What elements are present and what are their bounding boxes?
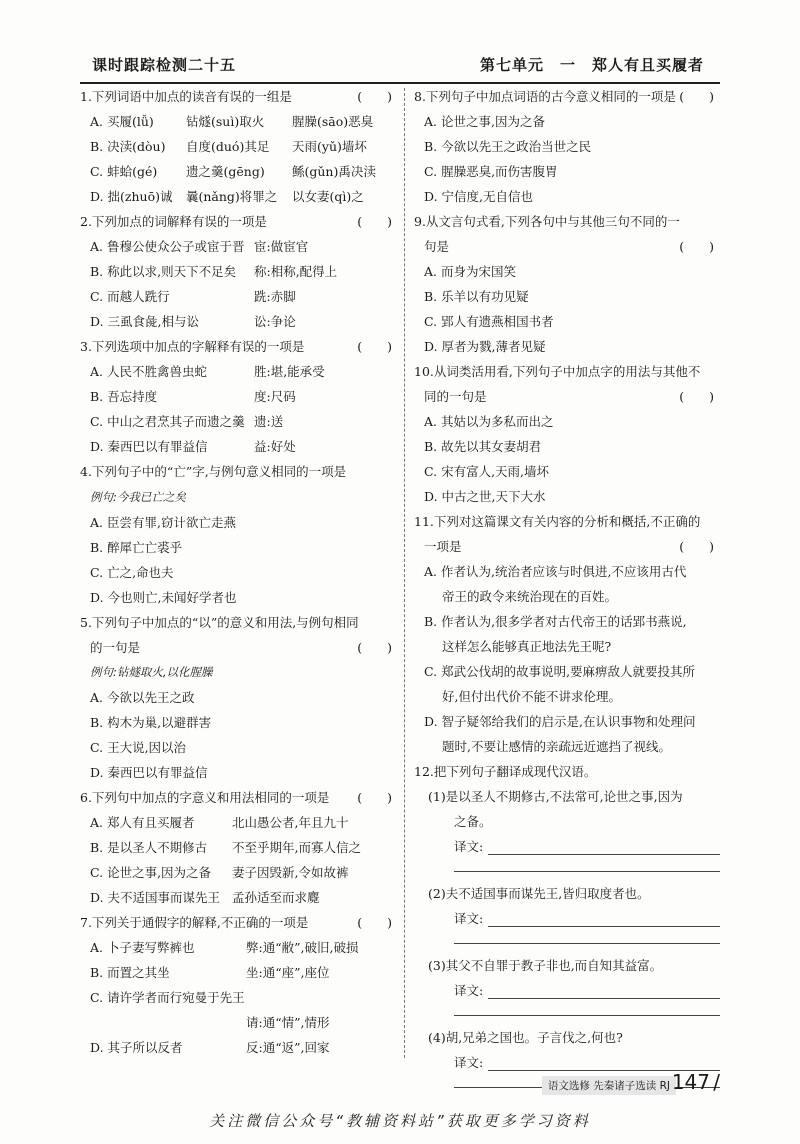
answer-line[interactable] <box>488 998 720 999</box>
option-b: B. 乐羊以有功见疑 <box>424 289 529 304</box>
question-stem: 6.下列句中加点的字意义和用法相同的一项是 <box>80 790 330 805</box>
page-slash: / <box>713 1070 720 1094</box>
question-12: 12.把下列句子翻译成现代汉语。 (1)是以圣人不期修古,不法常可,论世之事,因为 之备。 译文: (2)夫不适国事而谋先王,皆归取度者也。 译文: (3)其父不自罪于教子非也,而自知其益富。 译文: (4)胡,兄弟之国也。子言伐之,何也? 译文: <box>414 759 720 1097</box>
question-11: 11.下列对这篇课文有关内容的分析和概括,不正确的 一项是 ( ) A. 作者认为,统治者应该与时俱进,不应该用古代 帝王的政令来统治现在的百姓。 B. 作者认为,很多学者对古代帝王的话郢书燕说, 这样怎么能够真正地法先王呢? C. 郑武公伐胡的故事说明,要麻痹敌人就要投其所 好,但付出代价不能不讲求伦理。 D. 智子疑邻给我们的启示是,在认识事物和处理问 题时,不要让感情的亲疏远近遮挡了视线。 <box>414 509 720 759</box>
option-d-cont: 题时,不要让感情的亲疏远近遮挡了视线。 <box>442 739 671 754</box>
answer-row <box>414 834 720 859</box>
page-number: 147 <box>671 1070 710 1094</box>
answer-line[interactable] <box>488 926 720 927</box>
promo-note: 关注微信公众号“教辅资料站”获取更多学习资料 <box>209 1112 591 1130</box>
answer-paren[interactable]: ( ) <box>357 339 392 354</box>
answer-paren[interactable]: ( ) <box>357 214 392 229</box>
answer-paren[interactable]: ( ) <box>679 539 714 554</box>
answer-line[interactable] <box>488 854 720 855</box>
option-d: D. 今也则亡,未闻好学者也 <box>90 590 237 605</box>
option-c: C. 中山之君烹其子而遗之羹 遗:送 <box>90 414 284 429</box>
question-stem: 3.下列选项中加点的字解释有误的一项是 <box>80 339 305 354</box>
answer-paren[interactable]: ( ) <box>357 89 392 104</box>
question-4 <box>80 459 398 610</box>
option-d: D. 其子所以反者 反:通“返”,回家 <box>90 1040 330 1055</box>
answer-line[interactable] <box>454 943 720 944</box>
right-column <box>414 84 720 1097</box>
lesson-title: 课时跟踪检测二十五 <box>92 56 237 74</box>
option-b: B. 是以圣人不期修古 不至乎期年,而寡人信之 <box>90 840 361 855</box>
option-c-gloss: 请:通“情”,情形 <box>246 1015 330 1030</box>
option-c-cont: 好,但付出代价不能不讲求伦理。 <box>442 689 621 704</box>
option-c: C. 宋有富人,天雨,墙坏 <box>424 464 550 479</box>
option-d: D. 宁信度,无自信也 <box>424 189 533 204</box>
option-a: A. 鲁穆公使众公子或宦于晋 宦:做宦官 <box>90 239 309 254</box>
option-d: D. 智子疑邻给我们的启示是,在认识事物和处理问 <box>424 714 696 729</box>
question-1 <box>80 84 398 209</box>
answer-paren[interactable]: ( ) <box>679 239 714 254</box>
question-stem: 5.下列句子中加点的“以”的意义和用法,与例句相同 <box>80 615 359 630</box>
option-c: C. 王大说,因以治 <box>90 740 187 755</box>
option-b: B. 今欲以先王之政治当世之民 <box>424 139 592 154</box>
option-c: C. 论世之事,因为之备 妻子因毁新,令如故裤 <box>90 865 349 880</box>
answer-paren[interactable]: ( ) <box>679 389 714 404</box>
question-stem: 12.把下列句子翻译成现代汉语。 <box>414 764 597 779</box>
question-2 <box>80 209 398 334</box>
question-7 <box>80 910 398 1060</box>
option-c: C. 腥臊恶臭,而伤害腹胃 <box>424 164 558 179</box>
option-b: B. 决渎(dòu) 自度(duó)其足 天雨(yǔ)墙坏 <box>90 139 367 154</box>
option-d: D. 三虱食彘,相与讼 讼:争论 <box>90 314 296 329</box>
example-sentence: 例句:钻燧取火,以化腥臊 <box>90 665 213 679</box>
question-stem: 4.下列句子中的“亡”字,与例句意义相同的一项是 <box>80 464 347 479</box>
option-c: C. 郑武公伐胡的故事说明,要麻痹敌人就要投其所 <box>424 664 696 679</box>
option-b: B. 故先以其女妻胡君 <box>424 439 542 454</box>
page-footer <box>0 1062 800 1102</box>
option-a: A. 论世之事,因为之备 <box>424 114 545 129</box>
option-d: D. 夫不适国事而谋先王 孟孙适至而求麑 <box>90 890 320 905</box>
option-b: B. 醉犀亡亡裘乎 <box>90 540 183 555</box>
left-column <box>80 84 398 1060</box>
answer-paren[interactable]: ( ) <box>357 915 392 930</box>
answer-row <box>414 906 720 931</box>
answer-paren[interactable]: ( ) <box>357 640 392 655</box>
option-b: B. 吾忘持度 度:尺码 <box>90 389 296 404</box>
option-a: A. 作者认为,统治者应该与时俱进,不应该用古代 <box>424 564 687 579</box>
answer-paren[interactable]: ( ) <box>357 790 392 805</box>
option-b: B. 作者认为,很多学者对古代帝王的话郢书燕说, <box>424 614 687 629</box>
option-a: A. 臣尝有罪,窃计欲亡走燕 <box>90 515 236 530</box>
option-b-cont: 这样怎么能够真正地法先王呢? <box>442 639 612 654</box>
option-d: D. 中古之世,天下大水 <box>424 489 546 504</box>
answer-paren[interactable]: ( ) <box>679 89 714 104</box>
option-d: D. 秦西巴以有罪益信 益:好处 <box>90 439 296 454</box>
question-10: 10.从词类活用看,下列句子中加点字的用法与其他不 同的一句是 ( ) A. 其姑以为多私而出之 B. 故先以其女妻胡君 C. 宋有富人,天雨,墙坏 D. 中古之世,天下大水 <box>414 359 720 509</box>
option-b: B. 构木为巢,以避群害 <box>90 715 212 730</box>
option-a: A. 买履(lǚ) 钻燧(suì)取火 腥臊(sāo)恶臭 <box>90 114 374 129</box>
question-stem: 9.从文言句式看,下列各句中与其他三句不同的一 <box>414 214 680 229</box>
option-c: C. 请许学者而行宛曼于先王 <box>90 990 245 1005</box>
question-stem: 8.下列句子中加点词语的古今意义相同的一项是 <box>414 89 676 104</box>
option-a: A. 人民不胜禽兽虫蛇 胜:堪,能承受 <box>90 364 325 379</box>
question-8 <box>414 84 720 209</box>
option-a: A. 今欲以先王之政 <box>90 690 195 705</box>
option-a: A. 其姑以为多私而出之 <box>424 414 554 429</box>
answer-line[interactable] <box>454 1015 720 1016</box>
translate-item-2: (2)夫不适国事而谋先王,皆归取度者也。 <box>428 886 650 901</box>
translate-item-3: (3)其父不自罪于教子非也,而自知其益富。 <box>428 958 663 973</box>
page-header <box>0 14 800 74</box>
option-c: C. 蚌蛤(gé) 遗之羹(gēng) 鲧(gǔn)禹决渎 <box>90 164 376 179</box>
option-d: D. 秦西巴以有罪益信 <box>90 765 208 780</box>
translate-item-4: (4)胡,兄弟之国也。子言伐之,何也? <box>428 1030 623 1045</box>
question-3 <box>80 334 398 459</box>
option-a: A. 卜子妻写弊裤也 弊:通“敝”,破旧,破损 <box>90 940 359 955</box>
answer-label: 译文: <box>454 911 484 926</box>
question-stem: 2.下列加点的词解释有误的一项是 <box>80 214 267 229</box>
column-divider <box>404 88 405 1058</box>
answer-label: 译文: <box>454 1055 484 1070</box>
option-d: D. 厚者为戮,薄者见疑 <box>424 339 546 354</box>
option-c: C. 而越人跣行 跣:赤脚 <box>90 289 296 304</box>
option-c: C. 郢人有遗燕相国书者 <box>424 314 554 329</box>
option-d: D. 拙(zhuō)诚 曩(nǎng)将罪之 以女妻(qì)之 <box>90 189 364 204</box>
answer-row <box>414 978 720 1003</box>
option-b: B. 称此以求,则天下不足矣 称:相称,配得上 <box>90 264 338 279</box>
unit-title: 第七单元 一 郑人有且买履者 <box>479 56 704 74</box>
question-6 <box>80 785 398 910</box>
question-stem: 11.下列对这篇课文有关内容的分析和概括,不正确的 <box>414 514 701 529</box>
example-sentence: 例句:今我已亡之矣 <box>90 490 186 504</box>
option-a-cont: 帝王的政令来统治现在的百姓。 <box>442 589 618 604</box>
option-a: A. 而身为宋国笑 <box>424 264 516 279</box>
question-5: 5.下列句子中加点的“以”的意义和用法,与例句相同 的一句是 ( ) 例句:钻燧取火,以化腥臊 A. 今欲以先王之政 B. 构木为巢,以避群害 C. 王大说,因以治 D. 秦西巴以有罪益信 <box>80 610 398 785</box>
question-stem: 1.下列词语中加点的读音有误的一组是 <box>80 89 292 104</box>
option-b: B. 而置之其坐 坐:通“座”,座位 <box>90 965 330 980</box>
option-c: C. 亡之,命也夫 <box>90 565 174 580</box>
answer-label: 译文: <box>454 983 484 998</box>
book-tag: 语文选修 先秦诸子选读 RJ <box>542 1076 676 1095</box>
option-a: A. 郑人有且买履者 北山愚公者,年且九十 <box>90 815 349 830</box>
answer-line[interactable] <box>454 871 720 872</box>
answer-label: 译文: <box>454 839 484 854</box>
question-9: 9.从文言句式看,下列各句中与其他三句不同的一 句是 ( ) A. 而身为宋国笑 B. 乐羊以有功见疑 C. 郢人有遗燕相国书者 D. 厚者为戮,薄者见疑 <box>414 209 720 359</box>
question-stem: 10.从词类活用看,下列句子中加点字的用法与其他不 <box>414 364 701 379</box>
question-stem: 7.下列关于通假字的解释,不正确的一项是 <box>80 915 309 930</box>
translate-item-1: (1)是以圣人不期修古,不法常可,论世之事,因为 <box>428 789 683 804</box>
